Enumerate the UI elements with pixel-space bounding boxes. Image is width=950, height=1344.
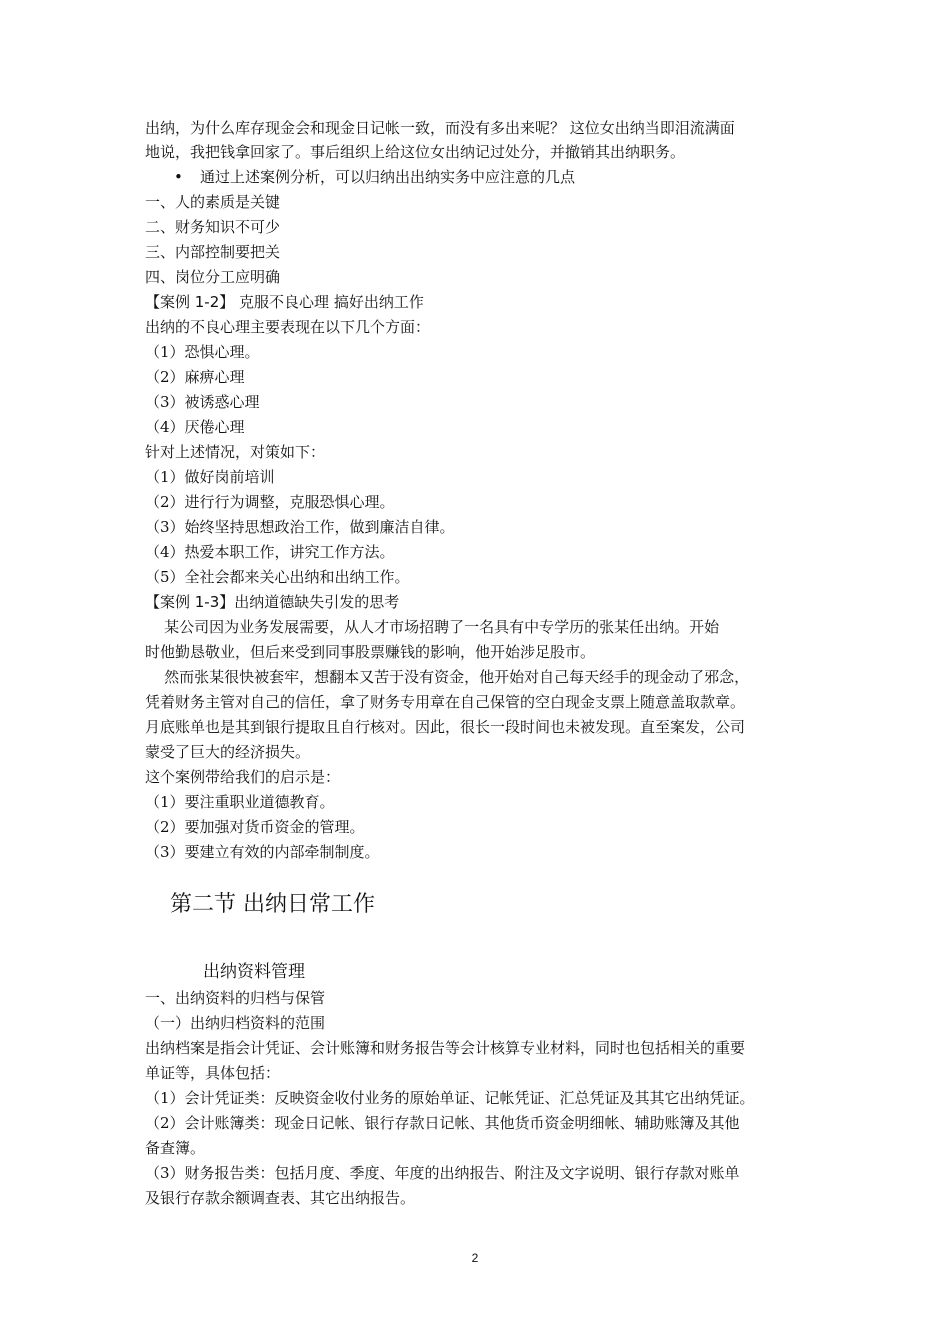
list-item: 及银行存款余额调查表、其它出纳报告。 bbox=[145, 1189, 416, 1207]
point-line: 四、岗位分工应明确 bbox=[145, 268, 281, 286]
case-title: 出纳道德缺失引发的思考 bbox=[234, 593, 400, 611]
list-item: （3）要建立有效的内部牵制制度。 bbox=[145, 843, 380, 861]
point-line: 二、财务知识不可少 bbox=[145, 218, 281, 236]
list-item: （1）会计凭证类：反映资金收付业务的原始单证、记帐凭证、汇总凭证及其其它出纳凭证。 bbox=[145, 1089, 755, 1107]
case-label: 【案例 1-3】 bbox=[145, 593, 235, 611]
list-item: （1）恐惧心理。 bbox=[145, 343, 260, 361]
list-item: （5）全社会都来关心出纳和出纳工作。 bbox=[145, 568, 410, 586]
list-item: （2）要加强对货币资金的管理。 bbox=[145, 818, 365, 836]
list-item: （3）财务报告类：包括月度、季度、年度的出纳报告、附注及文字说明、银行存款对账单 bbox=[145, 1164, 740, 1182]
list-item: （3）始终坚持思想政治工作，做到廉洁自律。 bbox=[145, 518, 455, 536]
subsection-title: 出纳资料管理 bbox=[203, 962, 305, 982]
page-number: 2 bbox=[471, 1251, 479, 1265]
list-item: （2）会计账簿类：现金日记帐、银行存款日记帐、其他货币资金明细帐、辅助账簿及其他 bbox=[145, 1114, 740, 1132]
paragraph-line: 这个案例带给我们的启示是： bbox=[145, 768, 341, 786]
point-line: 一、人的素质是关键 bbox=[145, 193, 281, 211]
case-heading bbox=[145, 590, 813, 614]
case-title: 克服不良心理 搞好出纳工作 bbox=[234, 293, 424, 311]
list-item: （4）热爱本职工作，讲究工作方法。 bbox=[145, 543, 395, 561]
list-item: （2）麻痹心理 bbox=[145, 368, 245, 386]
paragraph-line: 凭着财务主管对自己的信任，拿了财务专用章在自己保管的空白现金支票上随意盖取款章。 bbox=[145, 693, 746, 711]
paragraph-line: 出纳档案是指会计凭证、会计账簿和财务报告等会计核算专业材料，同时也包括相关的重要 bbox=[145, 1039, 746, 1057]
case-label: 【案例 1-2】 bbox=[145, 293, 235, 311]
list-item: （4）厌倦心理 bbox=[145, 418, 245, 436]
paragraph-line: 单证等，具体包括： bbox=[145, 1064, 281, 1082]
section-title: 第二节 出纳日常工作 bbox=[170, 892, 375, 917]
paragraph-line: 针对上述情况，对策如下： bbox=[145, 443, 326, 461]
list-item: （1）做好岗前培训 bbox=[145, 468, 275, 486]
paragraph-line: 出纳，为什么库存现金会和现金日记帐一致，而没有多出来呢？ 这位女出纳当即泪流满面 bbox=[145, 119, 735, 137]
paragraph-line: 某公司因为业务发展需要，从人才市场招聘了一名具有中专学历的张某任出纳。开始 bbox=[145, 618, 720, 636]
list-item: 备查簿。 bbox=[145, 1139, 206, 1157]
bullet-item bbox=[174, 165, 842, 189]
paragraph-line: 出纳的不良心理主要表现在以下几个方面： bbox=[145, 318, 431, 336]
bullet-icon: • bbox=[174, 168, 183, 186]
paragraph-line: 一、出纳资料的归档与保管 bbox=[145, 989, 326, 1007]
paragraph-line: 月底账单也是其到银行提取且自行核对。因此，很长一段时间也未被发现。直至案发，公司 bbox=[145, 718, 746, 736]
paragraph-line: 然而张某很快被套牢，想翻本又苦于没有资金，他开始对自己每天经手的现金动了邪念， bbox=[145, 668, 750, 686]
paragraph-line: 地说，我把钱拿回家了。事后组织上给这位女出纳记过处分，并撤销其出纳职务。 bbox=[145, 143, 686, 161]
paragraph-line: 蒙受了巨大的经济损失。 bbox=[145, 743, 311, 761]
paragraph-line: 时他勤恳敬业，但后来受到同事股票赚钱的影响，他开始涉足股市。 bbox=[145, 643, 596, 661]
case-heading bbox=[145, 290, 813, 314]
list-item: （3）被诱惑心理 bbox=[145, 393, 260, 411]
point-line: 三、内部控制要把关 bbox=[145, 243, 281, 261]
paragraph-line: （一）出纳归档资料的范围 bbox=[145, 1014, 326, 1032]
list-item: （2）进行行为调整，克服恐惧心理。 bbox=[145, 493, 395, 511]
list-item: （1）要注重职业道德教育。 bbox=[145, 793, 335, 811]
bullet-text: 通过上述案例分析，可以归纳出出纳实务中应注意的几点 bbox=[200, 168, 576, 186]
